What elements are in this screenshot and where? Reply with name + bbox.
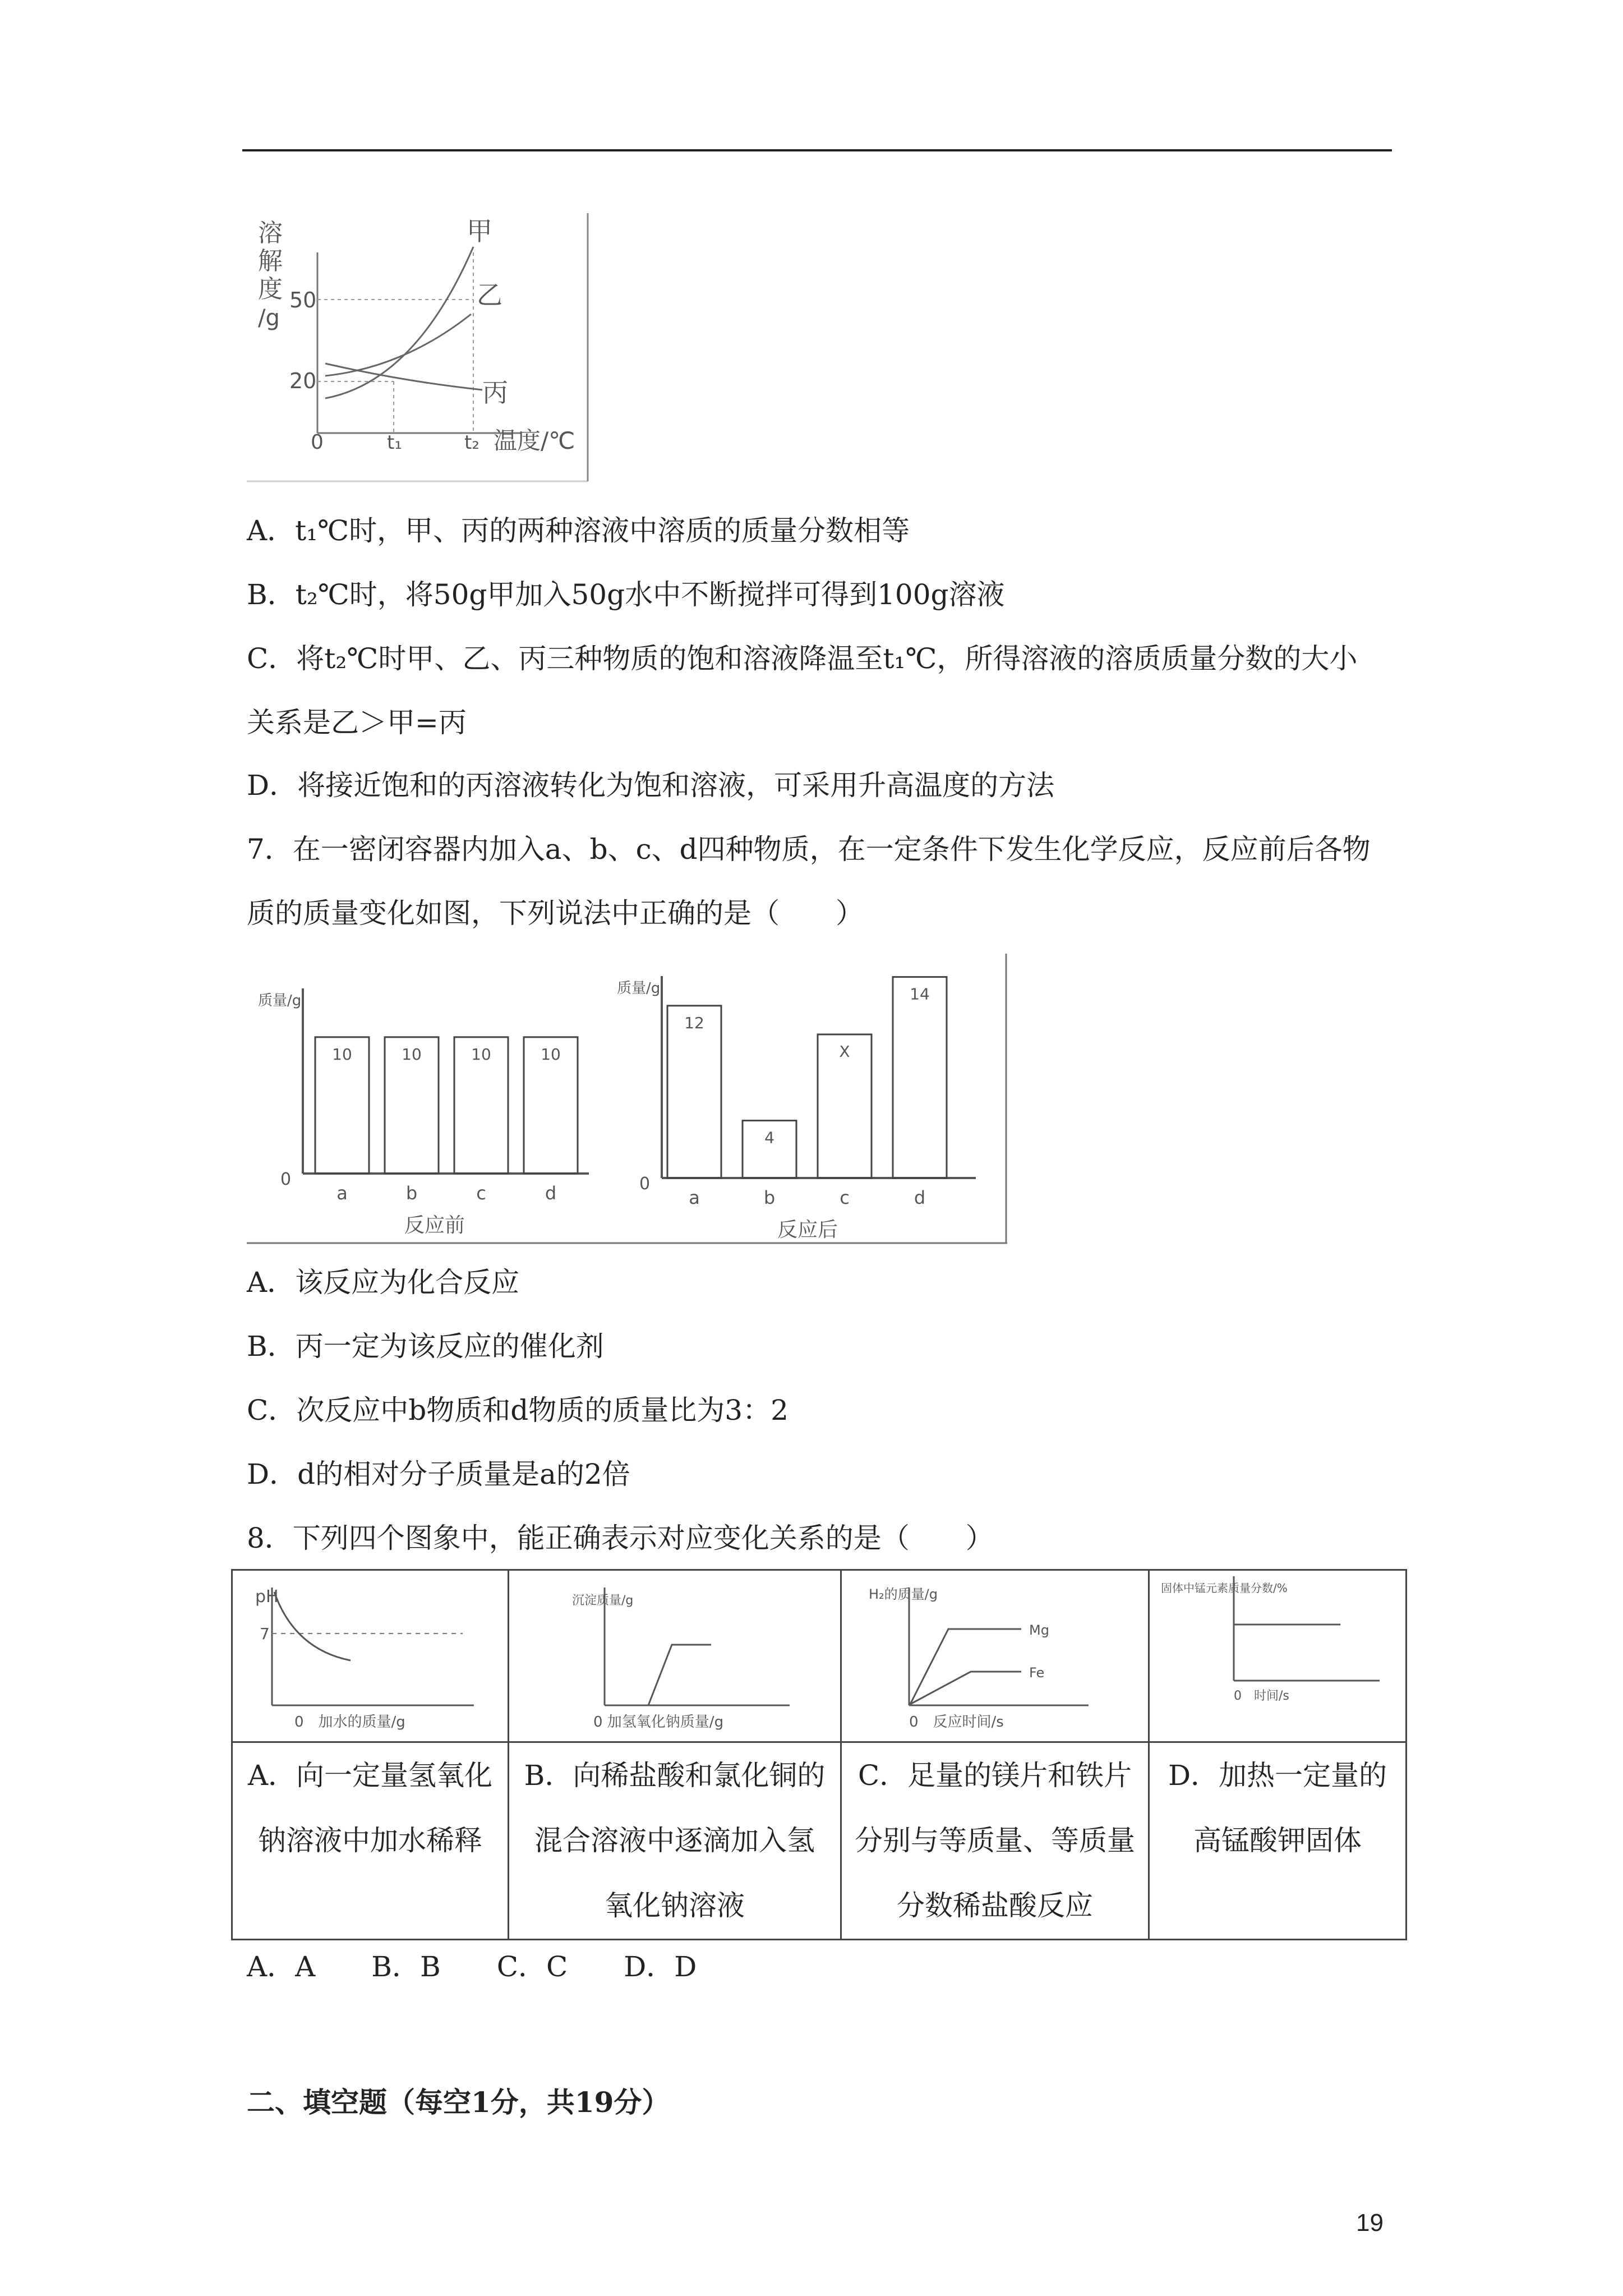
option-cell-a xyxy=(232,1742,509,1940)
header-rule xyxy=(242,149,1392,151)
chart-title: 反应前 xyxy=(404,1214,465,1237)
category-c: c xyxy=(840,1187,850,1208)
graph-c-fe: Fe xyxy=(1029,1665,1045,1681)
q7-stem-line2: 质的质量变化如图，下列说法中正确的是（ ） xyxy=(247,897,864,930)
chart-after xyxy=(617,976,976,1241)
series-yi: 乙 xyxy=(477,280,502,310)
graph-cell-a xyxy=(232,1570,509,1742)
q7-option-a: A．该反应为化合反应 xyxy=(247,1266,520,1299)
category-c: c xyxy=(476,1182,486,1204)
bar-d xyxy=(893,977,947,1178)
graph-cell-d xyxy=(1149,1570,1407,1742)
q6-option-a: A．t₁℃时，甲、丙的两种溶液中溶质的质量分数相等 xyxy=(247,514,910,547)
bar-label-c: X xyxy=(839,1042,850,1061)
q6-option-c-line2: 关系是乙＞甲=丙 xyxy=(247,706,467,739)
graph-cell-b xyxy=(509,1570,841,1742)
graph-cell-c xyxy=(841,1570,1149,1742)
section-heading: 二、填空题（每空1分，共19分） xyxy=(247,2086,670,2119)
ylabel-3: 度 xyxy=(258,275,283,303)
q8-option-d-line2: 高锰酸钾固体 xyxy=(1193,1824,1362,1857)
q8-option-c-line2: 分别与等质量、等质量 xyxy=(855,1824,1135,1857)
curve-jia xyxy=(325,247,473,398)
q8-option-b-line2: 混合溶液中逐滴加入氢 xyxy=(534,1824,815,1857)
graph-d-ylabel: 固体中锰元素质量分数/% xyxy=(1161,1581,1288,1595)
ylabel-2: 解 xyxy=(258,247,283,275)
bar-label-b: 10 xyxy=(402,1045,422,1064)
xtick-t2: t₂ xyxy=(464,431,479,454)
q8-option-a-line1: A．向一定量氢氧化 xyxy=(247,1759,493,1792)
ytick-20: 20 xyxy=(289,369,317,393)
q7-option-d: D．d的相对分子质量是a的2倍 xyxy=(247,1458,630,1490)
graph-b-xlabel: 0 加氢氧化钠质量/g xyxy=(593,1714,724,1731)
q7-option-b: B．丙一定为该反应的催化剂 xyxy=(247,1330,604,1363)
chart-origin: 0 xyxy=(639,1174,651,1194)
chart-before xyxy=(258,988,589,1237)
category-b: b xyxy=(763,1187,776,1208)
q8-option-c-line1: C．足量的镁片和铁片 xyxy=(857,1759,1132,1792)
category-a: a xyxy=(689,1187,700,1208)
q7-stem-line1: 7．在一密闭容器内加入a、b、c、d四种物质，在一定条件下发生化学反应，反应前后各物 xyxy=(247,833,1371,866)
graph-c-mg: Mg xyxy=(1029,1622,1049,1638)
q8-option-c-line3: 分数稀盐酸反应 xyxy=(897,1889,1093,1922)
category-a: a xyxy=(336,1182,348,1204)
chart-ylabel: 质量/g xyxy=(258,992,302,1009)
series-jia: 甲 xyxy=(467,216,492,246)
xtick-0: 0 xyxy=(311,431,324,454)
graph-c-ylabel: H₂的质量/g xyxy=(869,1586,938,1602)
q8-option-b-line3: 氧化钠溶液 xyxy=(605,1889,745,1922)
bar-label-a: 12 xyxy=(684,1013,704,1032)
chart-ylabel: 质量/g xyxy=(617,980,661,997)
category-d: d xyxy=(545,1182,557,1204)
graph-c-xlabel: 0 反应时间/s xyxy=(909,1714,1004,1731)
q8-option-b-line1: B．向稀盐酸和氯化铜的 xyxy=(524,1759,826,1792)
bar-label-b: 4 xyxy=(764,1128,774,1147)
q7-option-c: C．次反应中b物质和d物质的质量比为3：2 xyxy=(247,1394,789,1427)
ylabel-1: 溶 xyxy=(258,219,283,247)
q8-answer-choices: A．A B．B C．C D．D xyxy=(247,1950,697,1983)
category-d: d xyxy=(914,1187,926,1208)
chart-title: 反应后 xyxy=(777,1218,838,1241)
option-cell-b xyxy=(509,1742,841,1940)
option-cell-d xyxy=(1149,1742,1407,1940)
curve-yi xyxy=(325,314,471,376)
graph-b-ylabel: 沉淀质量/g xyxy=(572,1594,634,1608)
q8-stem: 8．下列四个图象中，能正确表示对应变化关系的是（ ） xyxy=(247,1522,994,1554)
q6-option-b: B．t₂℃时，将50g甲加入50g水中不断搅拌可得到100g溶液 xyxy=(247,578,1005,611)
curve-bing xyxy=(325,364,482,390)
bar-label-d: 10 xyxy=(541,1045,561,1064)
chart-origin: 0 xyxy=(280,1170,292,1189)
q8-option-a-line2: 钠溶液中加水稀释 xyxy=(258,1824,482,1857)
xtick-t1: t₁ xyxy=(387,431,402,454)
graph-a-xlabel: 0 加水的质量/g xyxy=(294,1714,405,1731)
q6-option-c-line1: C．将t₂℃时甲、乙、丙三种物质的饱和溶液降温至t₁℃，所得溶液的溶质质量分数的大小 xyxy=(247,642,1358,675)
xlabel: 温度/℃ xyxy=(494,427,575,454)
page-number: 19 xyxy=(1356,2209,1384,2237)
bar-label-c: 10 xyxy=(471,1045,491,1064)
series-bing: 丙 xyxy=(482,378,508,408)
solubility-chart xyxy=(247,213,589,482)
q8-option-d-line1: D．加热一定量的 xyxy=(1168,1759,1387,1792)
bar-label-a: 10 xyxy=(332,1045,352,1064)
category-b: b xyxy=(405,1182,418,1204)
graph-a-ylabel: pH xyxy=(255,1587,279,1607)
q6-option-d: D．将接近饱和的丙溶液转化为饱和溶液，可采用升高温度的方法 xyxy=(247,769,1055,802)
graph-d-xlabel: 0 时间/s xyxy=(1234,1689,1289,1703)
graph-a-tick: 7 xyxy=(260,1625,270,1643)
ylabel-4: /g xyxy=(258,305,280,331)
q8-options-table xyxy=(231,1569,1407,1940)
bar-charts-figure xyxy=(247,954,1009,1245)
option-cell-c xyxy=(841,1742,1149,1940)
bar-label-d: 14 xyxy=(910,984,930,1004)
ytick-50: 50 xyxy=(289,288,317,312)
